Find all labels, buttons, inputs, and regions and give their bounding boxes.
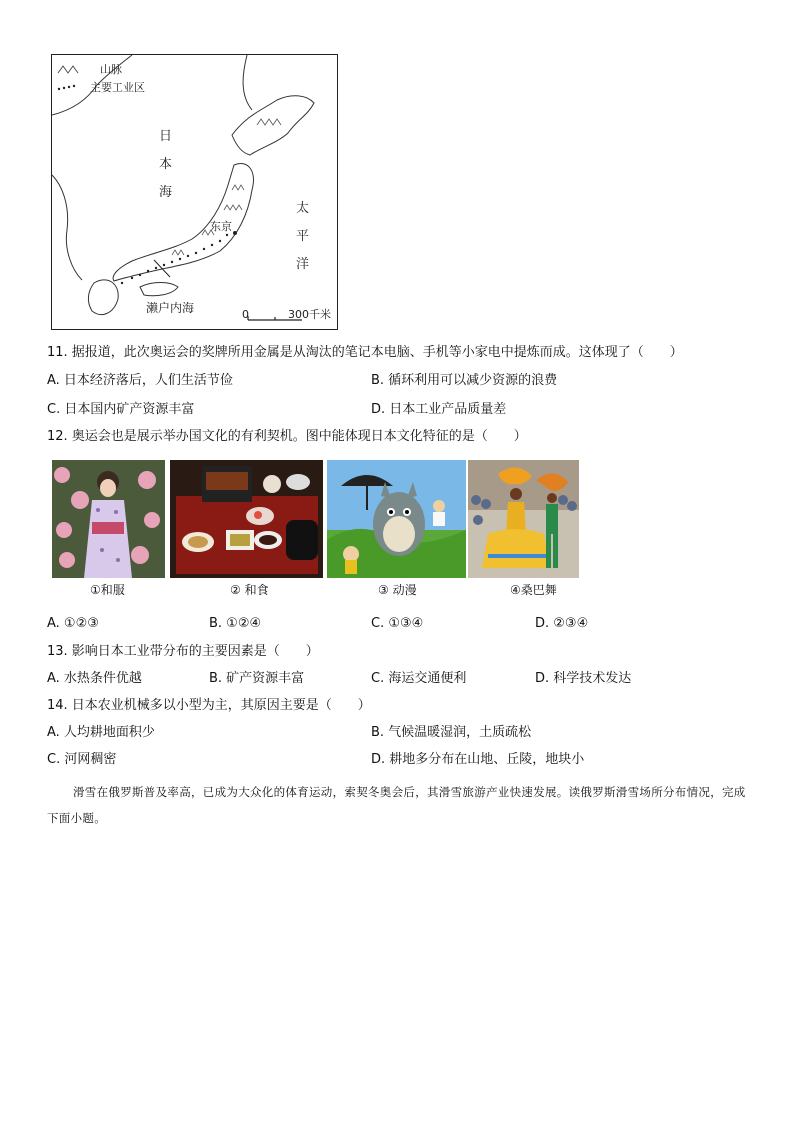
question-12: 12. 奥运会也是展示举办国文化的有利契机。图中能体现日本文化特征的是（ ） bbox=[47, 429, 527, 444]
sea-japan-label: 日本海 bbox=[159, 129, 173, 200]
caption-washoku: ② 和食 bbox=[230, 583, 269, 597]
scale-zero-label: 0 bbox=[242, 308, 249, 321]
kimono-image bbox=[52, 460, 165, 578]
scale-label: 300千米 bbox=[288, 308, 331, 321]
washoku-image bbox=[170, 460, 323, 578]
q11-option-a[interactable]: A. 日本经济落后，人们生活节俭 bbox=[47, 373, 233, 388]
q12-option-d[interactable]: D. ②③④ bbox=[535, 616, 589, 631]
q14-option-a[interactable]: A. 人均耕地面积少 bbox=[47, 725, 155, 740]
anime-image bbox=[327, 460, 466, 578]
japan-map-drawing bbox=[52, 55, 338, 330]
q13-option-a[interactable]: A. 水热条件优越 bbox=[47, 671, 142, 686]
pacific-ocean-label: 太平洋 bbox=[296, 201, 310, 272]
q12-option-b[interactable]: B. ①②④ bbox=[209, 616, 262, 631]
q11-option-b[interactable]: B. 循环利用可以减少资源的浪费 bbox=[371, 373, 558, 388]
q13-option-c[interactable]: C. 海运交通便利 bbox=[371, 671, 467, 686]
question-11: 11. 据报道，此次奥运会的奖牌所用金属是从淘汰的笔记本电脑、手机等小家电中提炼而成。这体现了（ ） bbox=[47, 345, 683, 360]
legend-mountain-label: 山脉 bbox=[100, 63, 122, 76]
japan-map bbox=[51, 54, 338, 330]
q13-option-d[interactable]: D. 科学技术发达 bbox=[535, 671, 632, 686]
caption-samba: ④桑巴舞 bbox=[510, 583, 557, 597]
q14-option-d[interactable]: D. 耕地多分布在山地、丘陵，地块小 bbox=[371, 752, 585, 767]
legend-industry-label: 主要工业区 bbox=[90, 81, 145, 94]
q11-option-d[interactable]: D. 日本工业产品质量差 bbox=[371, 402, 507, 417]
inland-sea-label: 濑户内海 bbox=[146, 301, 195, 315]
reading-intro-paragraph: 滑雪在俄罗斯普及率高，已成为大众化的体育运动，索契冬奥会后，其滑雪旅游产业快速发展。读俄罗斯滑雪场所分布情况，完成下面小题。 bbox=[47, 785, 746, 825]
caption-anime: ③ 动漫 bbox=[378, 583, 417, 597]
q11-option-c[interactable]: C. 日本国内矿产资源丰富 bbox=[47, 402, 195, 417]
q14-option-c[interactable]: C. 河网稠密 bbox=[47, 752, 117, 767]
city-tokyo-label: 东京 bbox=[210, 220, 232, 233]
samba-image bbox=[468, 460, 579, 578]
q13-option-b[interactable]: B. 矿产资源丰富 bbox=[209, 671, 305, 686]
q12-option-c[interactable]: C. ①③④ bbox=[371, 616, 424, 631]
q14-option-b[interactable]: B. 气候温暖湿润，土质疏松 bbox=[371, 725, 532, 740]
question-13: 13. 影响日本工业带分布的主要因素是（ ） bbox=[47, 644, 319, 659]
question-14: 14. 日本农业机械多以小型为主，其原因主要是（ ） bbox=[47, 698, 371, 713]
q12-option-a[interactable]: A. ①②③ bbox=[47, 616, 99, 631]
caption-kimono: ①和服 bbox=[90, 583, 125, 597]
